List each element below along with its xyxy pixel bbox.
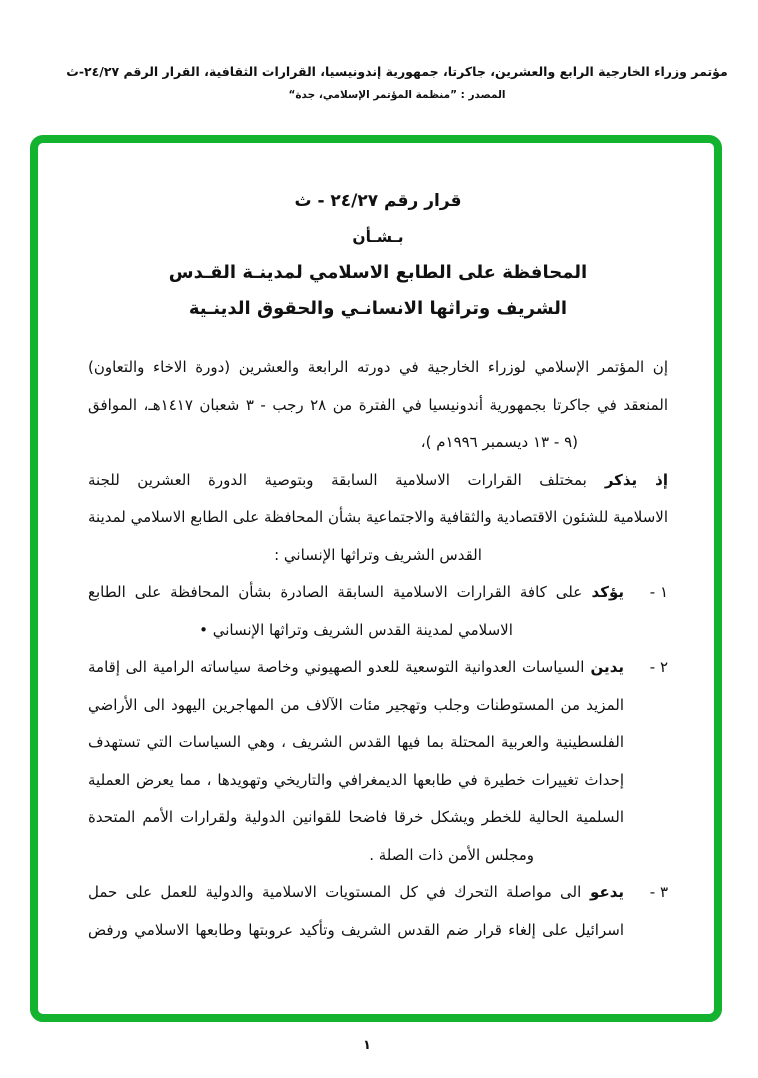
text-line: يؤكد على كافة القرارات الاسلامية السابقة الصادرة بشأن المحافظة على الطابع: [88, 583, 624, 601]
resolution-body: [88, 349, 668, 949]
text-line: إذ يذكر بمختلف القرارات الاسلامية السابقة وبتوصية الدورة العشرين للجنة: [88, 470, 668, 489]
text-line: السلمية الحالية للخطر ويشكل خرقا فاضحا للقوانين الدولية ولقرارات الأمم المتحدة: [88, 808, 624, 826]
text-line: إحداث تغييرات خطيرة في طابعها الديمغرافي والتاريخي وتهويدها ، مما يعرض العملية: [88, 770, 624, 789]
item-number: ٢ -: [649, 658, 668, 676]
header-source: المصدر : ”منظمة المؤتمر الإسلامي، جدة“: [288, 89, 506, 101]
text-line: ومجلس الأمن ذات الصلة .: [369, 845, 534, 864]
text-line: المزيد من المستوطنات وجلب وتهجير مئات الآلاف من المهاجرين اليهود الى الأراضي: [88, 695, 624, 714]
item-text: [88, 574, 624, 649]
title-resolution-number: قرار رقم ٢٤/٢٧ - ث: [294, 191, 462, 211]
text-line: إن المؤتمر الإسلامي لوزراء الخارجية في دورته الرابعة والعشرين (دورة الاخاء والتعاون): [88, 358, 668, 376]
resolution-item: [88, 874, 668, 949]
resolution-item: [88, 649, 668, 874]
text-line: الاسلامي لمدينة القدس الشريف وتراثها الإنساني •: [199, 620, 513, 639]
item-number: ١ -: [649, 583, 668, 601]
text-line: اسرائيل على إلغاء قرار ضم القدس الشريف وتأكيد عروبتها وطابعها الاسلامي ورفض: [88, 920, 624, 939]
resolution-item: [88, 574, 668, 649]
green-frame: [30, 135, 722, 1022]
item-text: [88, 649, 624, 874]
paragraph-lead: يؤكد: [582, 583, 624, 601]
text-line: الاسلامية للشئون الاقتصادية والثقافية والاجتماعية بشأن المحافظة على الطابع الاسلامي لمدينة: [88, 508, 668, 526]
paragraph: [88, 462, 668, 575]
text-line: يدعو الى مواصلة التحرك في كل المستويات الاسلامية والدولية للعمل على حمل: [88, 883, 625, 901]
document-header: [50, 64, 744, 101]
paragraph-lead: يدعو: [581, 883, 625, 901]
title-subject-line2: الشريف وتراثها الانسانـي والحقوق الدينـية: [188, 298, 568, 319]
header-citation: مؤتمر وزراء الخارجية الرابع والعشرين، جاكرتا، جمهورية إندونيسيا، القرارات الثقافية، القرار الرقم ٢٤/٢٧-ث: [66, 64, 728, 79]
resolution-title: [88, 183, 668, 327]
resolution-items: [88, 574, 668, 949]
item-number: ٣ -: [649, 883, 668, 901]
page-number: ١: [363, 1038, 371, 1053]
text-line: الفلسطينية والعربية المحتلة بما فيها القدس الشريف ، وهي السياسات التي تستهدف: [88, 733, 624, 751]
paragraph-lead: يدين: [584, 658, 624, 676]
text-line: (٩ - ١٣ ديسمبر ١٩٩٦م )،: [420, 433, 578, 451]
title-subject-line1: المحافظة على الطابع الاسلامي لمدينـة القـدس: [168, 262, 588, 283]
paragraph-lead: إذ يذكر: [586, 470, 668, 489]
text-line: القدس الشريف وتراثها الإنساني :: [274, 545, 482, 564]
paragraph: [88, 349, 668, 462]
text-line: المنعقد في جاكرتا بجمهورية أندونيسيا في الفترة من ٢٨ رجب - ٣ شعبان ١٤١٧هـ، الموافق: [88, 395, 668, 414]
text-line: يدين السياسات العدوانية التوسعية للعدو الصهيوني وخاصة سياساته الرامية الى إقامة: [88, 658, 624, 676]
item-text: [88, 874, 624, 949]
title-regarding: بـشـأن: [352, 228, 404, 246]
preamble-paragraphs: [88, 349, 668, 574]
